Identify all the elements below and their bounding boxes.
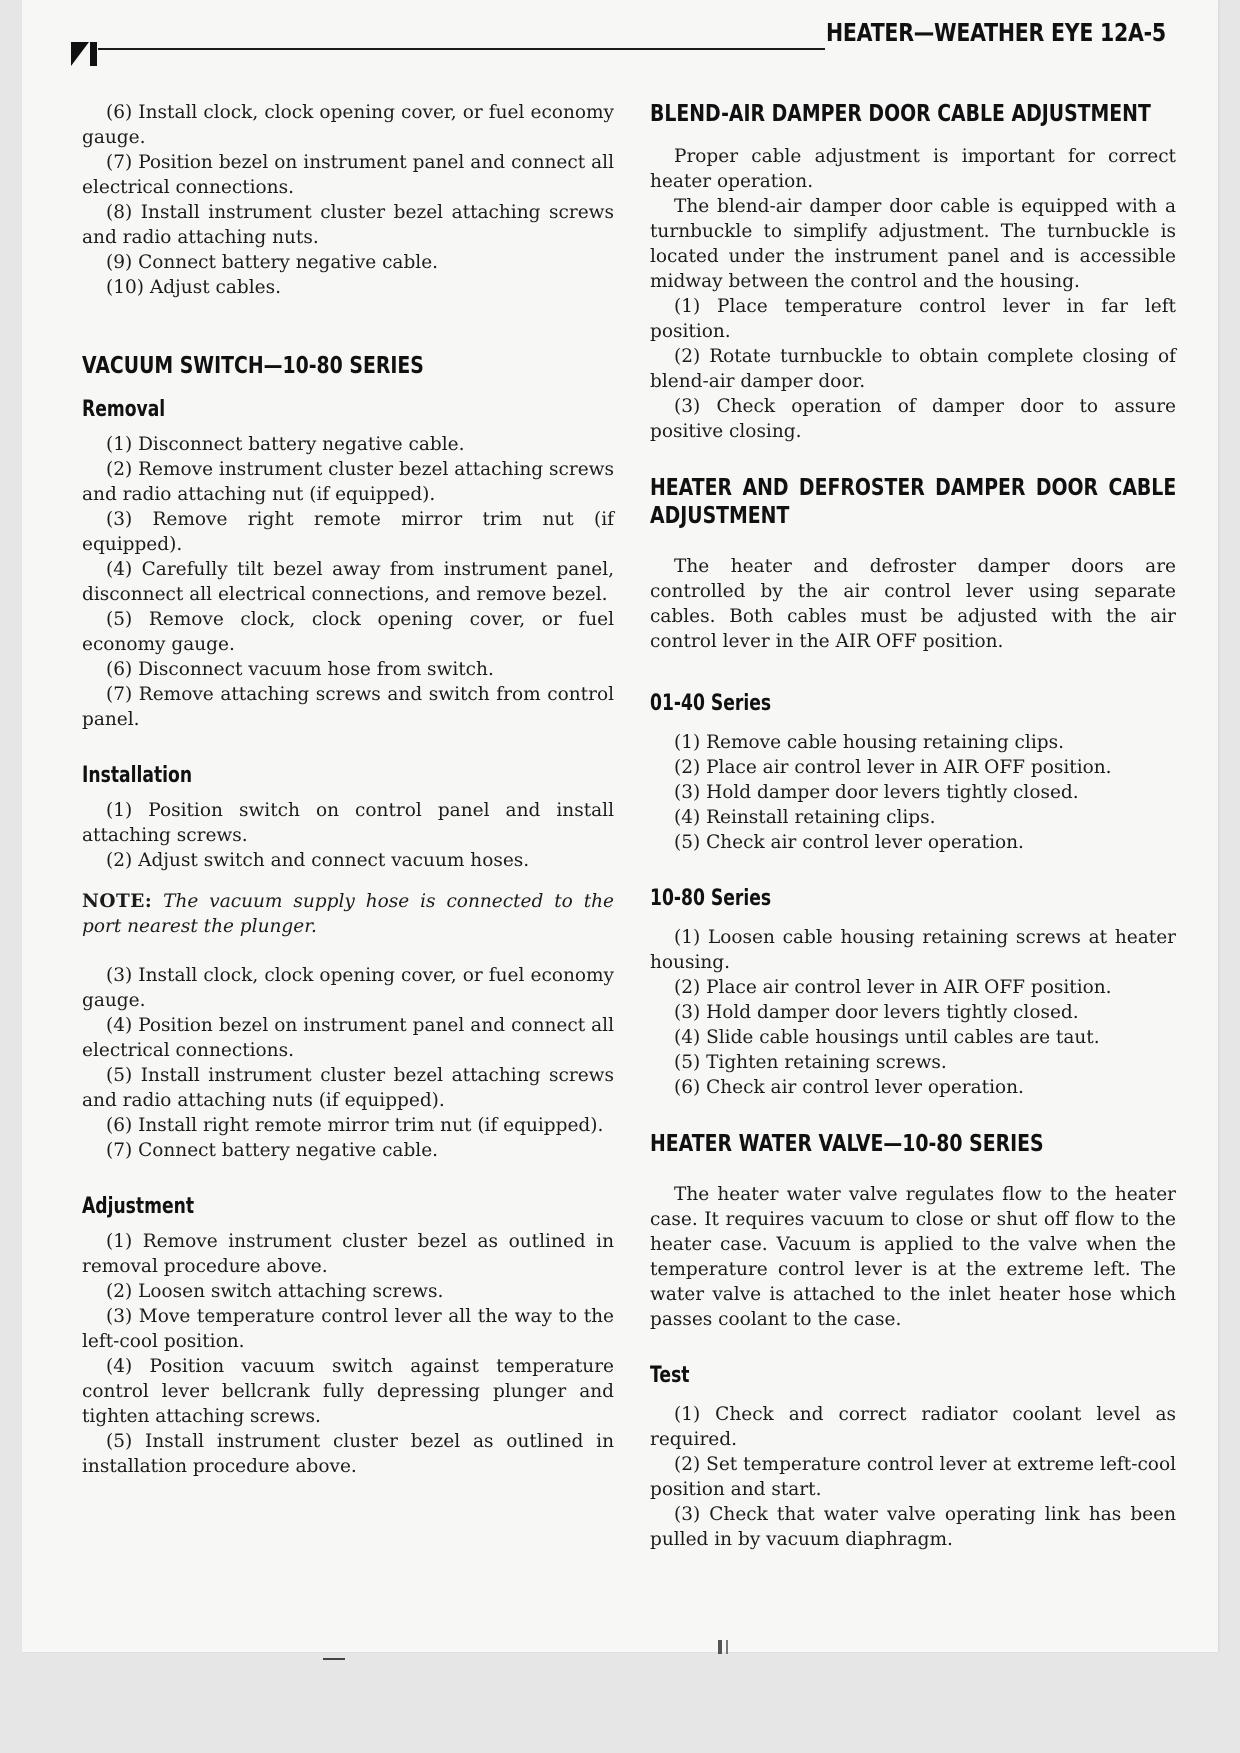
installation-steps: [82, 798, 614, 1163]
step: (3) Check operation of damper door to assure positive closing.: [650, 396, 1176, 442]
step: (9) Connect battery negative cable.: [106, 252, 439, 273]
series-10-80-steps: [650, 925, 1176, 1100]
note-text: The vacuum supply hose is connected to the port nearest the plunger.: [82, 891, 614, 937]
note: [82, 889, 614, 939]
step: (2) Place air control lever in AIR OFF position.: [674, 757, 1112, 778]
step: (6) Install clock, clock opening cover, or fuel economy gauge.: [82, 102, 614, 148]
blend-air-body: [650, 144, 1176, 444]
step: (4) Position bezel on instrument panel and connect all electrical connections.: [82, 1015, 614, 1061]
step: (3) Remove right remote mirror trim nut (if equipped).: [82, 509, 614, 555]
step: (1) Check and correct radiator coolant level as required.: [650, 1404, 1176, 1450]
paragraph: The heater water valve regulates flow to the heater case. It requires vacuum to close or shut off flow to the heater case. Vacuum is applied to the valve when the temperature control lever is at the extreme left. The water valve is attached to the inlet heater hose which passes coolant to the case.: [650, 1184, 1176, 1330]
step: (6) Disconnect vacuum hose from switch.: [106, 659, 494, 680]
section-corner-mark: [71, 42, 97, 66]
subheading-installation: Installation: [82, 763, 193, 788]
step: (4) Slide cable housings until cables are taut.: [674, 1027, 1100, 1048]
paragraph: Proper cable adjustment is important for correct heater operation.: [650, 146, 1176, 192]
step: (4) Carefully tilt bezel away from instrument panel, disconnect all electrical connections, and remove bezel.: [82, 559, 614, 605]
paragraph: The blend-air damper door cable is equipped with a turnbuckle to simplify adjustment. The turnbuckle is located under the instrument panel and is accessible midway between the control and the housing.: [650, 196, 1176, 292]
step: (5) Check air control lever operation.: [674, 832, 1024, 853]
step: (1) Remove instrument cluster bezel as outlined in removal procedure above.: [82, 1231, 614, 1277]
page-header-title: HEATER—WEATHER EYE 12A-5: [826, 18, 1166, 47]
step: (5) Tighten retaining screws.: [674, 1052, 947, 1073]
step: (6) Check air control lever operation.: [674, 1077, 1024, 1098]
step: (2) Set temperature control lever at extreme left-cool position and start.: [650, 1454, 1176, 1500]
left-column: [82, 100, 614, 1479]
removal-steps: [82, 432, 614, 732]
subheading-test: Test: [650, 1363, 690, 1388]
step: (10) Adjust cables.: [106, 277, 281, 298]
step: (1) Place temperature control lever in far left position.: [650, 296, 1176, 342]
step: (8) Install instrument cluster bezel attaching screws and radio attaching nuts.: [82, 202, 614, 248]
footer-mark: [726, 1640, 728, 1654]
step: (6) Install right remote mirror trim nut (if equipped).: [106, 1115, 604, 1136]
test-steps: [650, 1402, 1176, 1552]
step: (2) Rotate turnbuckle to obtain complete closing of blend-air damper door.: [650, 346, 1176, 392]
subheading-01-40-series: 01-40 Series: [650, 691, 772, 716]
step: (3) Hold damper door levers tightly closed.: [674, 782, 1079, 803]
section-title-heater-defroster: HEATER AND DEFROSTER DAMPER DOOR CABLE ADJUSTMENT: [650, 475, 1177, 529]
subheading-adjustment: Adjustment: [82, 1194, 195, 1219]
step: (3) Move temperature control lever all the way to the left-cool position.: [82, 1306, 614, 1352]
footer-mark: [718, 1640, 722, 1654]
step: (2) Loosen switch attaching screws.: [106, 1281, 444, 1302]
step: (5) Install instrument cluster bezel attaching screws and radio attaching nuts (if equipped).: [82, 1065, 614, 1111]
series-01-40-steps: [650, 730, 1176, 855]
intro-steps: [82, 100, 614, 300]
subheading-10-80-series: 10-80 Series: [650, 886, 772, 911]
step: (4) Reinstall retaining clips.: [674, 807, 936, 828]
step: (3) Install clock, clock opening cover, or fuel economy gauge.: [82, 965, 614, 1011]
paragraph: The heater and defroster damper doors are controlled by the air control lever using separate cables. Both cables must be adjusted with the air control lever in the AIR OFF position.: [650, 556, 1176, 652]
step: (2) Place air control lever in AIR OFF position.: [674, 977, 1112, 998]
step: (1) Position switch on control panel and install attaching screws.: [82, 800, 614, 846]
step: (7) Position bezel on instrument panel and connect all electrical connections.: [82, 152, 614, 198]
subheading-removal: Removal: [82, 397, 166, 422]
step: (3) Hold damper door levers tightly closed.: [674, 1002, 1079, 1023]
step: (2) Adjust switch and connect vacuum hoses.: [106, 850, 530, 871]
step: (7) Connect battery negative cable.: [106, 1140, 439, 1161]
section-title-water-valve: HEATER WATER VALVE—10-80 SERIES: [650, 1131, 1044, 1157]
step: (1) Loosen cable housing retaining screws at heater housing.: [650, 927, 1176, 973]
step: (7) Remove attaching screws and switch from control panel.: [82, 684, 614, 730]
step: (1) Disconnect battery negative cable.: [106, 434, 465, 455]
footer-dash: [323, 1658, 345, 1660]
section-title-vacuum-switch: VACUUM SWITCH—10-80 SERIES: [82, 353, 424, 379]
right-column: [650, 100, 1176, 1552]
step: (3) Check that water valve operating link has been pulled in by vacuum diaphragm.: [650, 1504, 1176, 1550]
step: (5) Install instrument cluster bezel as outlined in installation procedure above.: [82, 1431, 614, 1477]
step: (1) Remove cable housing retaining clips.: [674, 732, 1064, 753]
note-label: NOTE:: [82, 891, 153, 912]
step: (2) Remove instrument cluster bezel attaching screws and radio attaching nut (if equipped).: [82, 459, 614, 505]
adjustment-steps: [82, 1229, 614, 1479]
header-rule: [98, 48, 825, 50]
step: (4) Position vacuum switch against temperature control lever bellcrank fully depressing plunger and tighten attaching screws.: [82, 1356, 614, 1427]
step: (5) Remove clock, clock opening cover, or fuel economy gauge.: [82, 609, 614, 655]
section-title-blend-air: BLEND-AIR DAMPER DOOR CABLE ADJUSTMENT: [650, 101, 1151, 127]
